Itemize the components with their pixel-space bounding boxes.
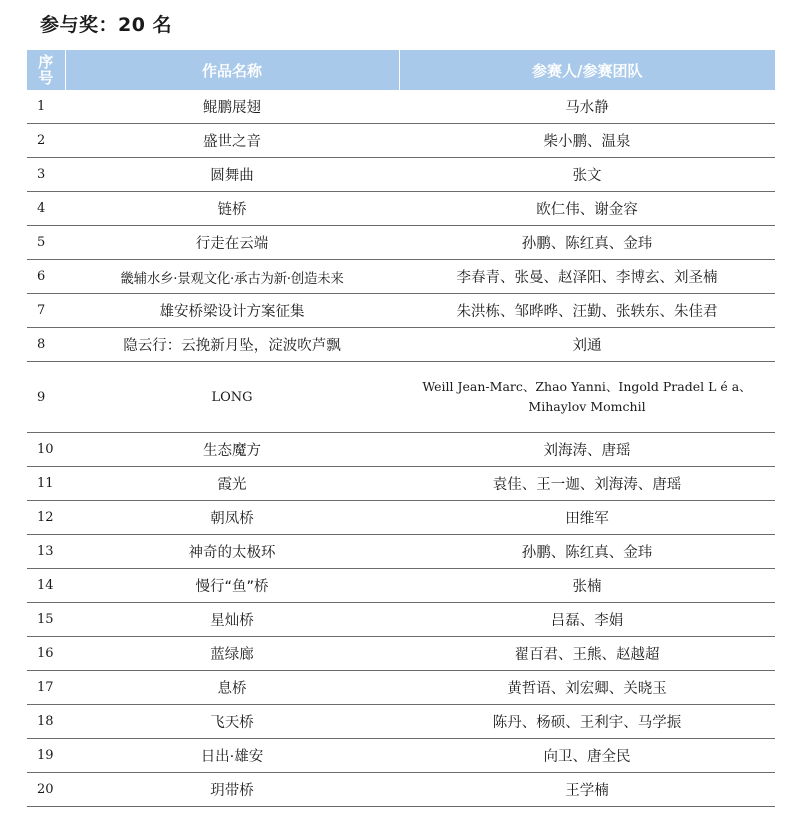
row-work: 日出·雄安 — [65, 739, 399, 773]
header-work: 作品名称 — [65, 50, 399, 90]
row-work: 慢行“鱼”桥 — [65, 569, 399, 603]
row-num: 14 — [27, 569, 65, 603]
row-num: 3 — [27, 158, 65, 192]
row-work: 霞光 — [65, 467, 399, 501]
row-num: 12 — [27, 501, 65, 535]
row-team: 张文 — [399, 158, 775, 192]
row-team: 袁佳、王一迦、刘海涛、唐瑶 — [399, 467, 775, 501]
row-work: 星灿桥 — [65, 603, 399, 637]
row-num: 6 — [27, 260, 65, 294]
row-work: 链桥 — [65, 192, 399, 226]
row-work: 隐云行：云挽新月坠，淀波吹芦飘 — [65, 328, 399, 362]
row-work: 息桥 — [65, 671, 399, 705]
table-row — [27, 501, 775, 535]
row-num: 11 — [27, 467, 65, 501]
row-work: 雄安桥梁设计方案征集 — [65, 294, 399, 328]
row-team: 朱洪栋、邹晔晔、汪勤、张轶东、朱佳君 — [399, 294, 775, 328]
row-work: 生态魔方 — [65, 433, 399, 467]
row-team: 孙鹏、陈红真、金玮 — [399, 535, 775, 569]
table-header-row — [27, 50, 775, 90]
table-row — [27, 294, 775, 328]
table-row — [27, 192, 775, 226]
row-team: 孙鹏、陈红真、金玮 — [399, 226, 775, 260]
page-heading: 参与奖：20 名 — [40, 14, 173, 36]
row-team: 柴小鹏、温泉 — [399, 124, 775, 158]
row-num: 13 — [27, 535, 65, 569]
table-row — [27, 226, 775, 260]
row-work: 畿辅水乡·景观文化·承古为新·创造未来 — [65, 260, 399, 294]
row-work: 鲲鹏展翅 — [65, 90, 399, 124]
table-row — [27, 433, 775, 467]
row-team: 吕磊、李娟 — [399, 603, 775, 637]
table-row — [27, 260, 775, 294]
row-team: 田维军 — [399, 501, 775, 535]
table-row — [27, 705, 775, 739]
row-work: 圆舞曲 — [65, 158, 399, 192]
row-num: 15 — [27, 603, 65, 637]
row-team: 王学楠 — [399, 773, 775, 807]
row-work: 玥带桥 — [65, 773, 399, 807]
table-row — [27, 535, 775, 569]
table-row — [27, 671, 775, 705]
row-team: 李春青、张曼、赵泽阳、李博玄、刘圣楠 — [399, 260, 775, 294]
row-num: 16 — [27, 637, 65, 671]
row-num: 7 — [27, 294, 65, 328]
row-team: 张楠 — [399, 569, 775, 603]
table-row — [27, 637, 775, 671]
row-work: LONG — [65, 362, 399, 433]
table-row — [27, 158, 775, 192]
awards-table — [27, 50, 775, 807]
row-team: 马水静 — [399, 90, 775, 124]
row-work: 神奇的太极环 — [65, 535, 399, 569]
row-num: 1 — [27, 90, 65, 124]
row-team: Weill Jean-Marc、Zhao Yanni、Ingold Pradel L é a、Mihaylov Momchil — [399, 362, 775, 433]
header-team: 参赛人/参赛团队 — [399, 50, 775, 90]
table-row — [27, 739, 775, 773]
row-team: 陈丹、杨硕、王利宇、马学振 — [399, 705, 775, 739]
row-num: 18 — [27, 705, 65, 739]
table-row — [27, 773, 775, 807]
table-row — [27, 569, 775, 603]
row-num: 8 — [27, 328, 65, 362]
row-work: 蓝绿廊 — [65, 637, 399, 671]
row-num: 4 — [27, 192, 65, 226]
row-team: 刘海涛、唐瑶 — [399, 433, 775, 467]
row-num: 10 — [27, 433, 65, 467]
row-team: 欧仁伟、谢金容 — [399, 192, 775, 226]
row-team: 黄哲语、刘宏卿、关晓玉 — [399, 671, 775, 705]
row-num: 5 — [27, 226, 65, 260]
table-row — [27, 362, 775, 433]
row-team: 刘通 — [399, 328, 775, 362]
table-row — [27, 603, 775, 637]
row-num: 2 — [27, 124, 65, 158]
row-work: 行走在云端 — [65, 226, 399, 260]
row-work: 盛世之音 — [65, 124, 399, 158]
row-num: 20 — [27, 773, 65, 807]
table-row — [27, 124, 775, 158]
table-row — [27, 467, 775, 501]
row-team: 翟百君、王熊、赵越超 — [399, 637, 775, 671]
row-work: 飞天桥 — [65, 705, 399, 739]
row-num: 17 — [27, 671, 65, 705]
header-num-label: 序号 — [38, 52, 54, 87]
table-row — [27, 328, 775, 362]
table-row — [27, 90, 775, 124]
row-num: 9 — [27, 362, 65, 433]
row-num: 19 — [27, 739, 65, 773]
header-num — [27, 50, 65, 90]
row-team: 向卫、唐全民 — [399, 739, 775, 773]
row-work: 朝凤桥 — [65, 501, 399, 535]
